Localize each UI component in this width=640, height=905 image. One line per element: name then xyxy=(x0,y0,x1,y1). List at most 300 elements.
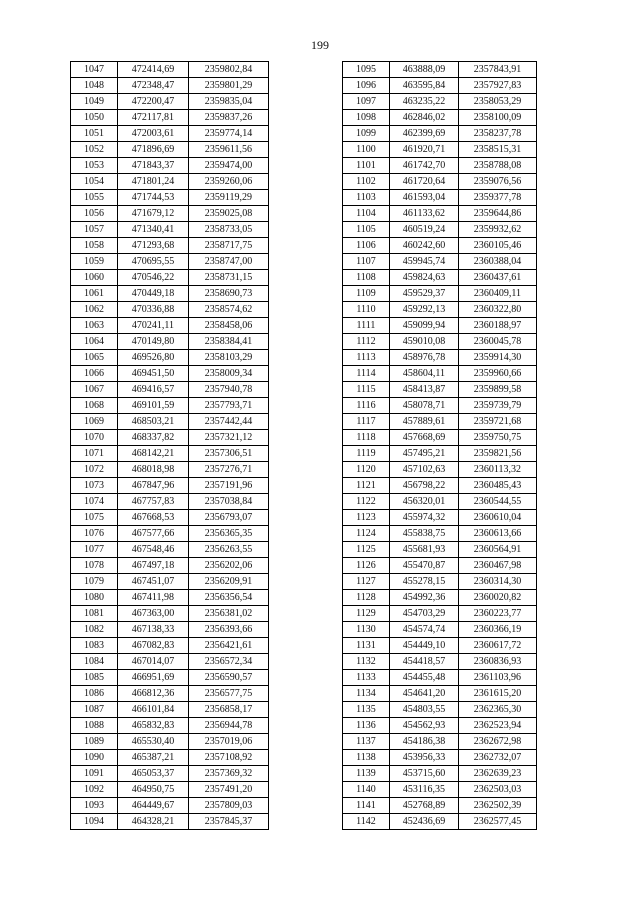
point-number-cell: 1131 xyxy=(343,638,390,654)
point-number-cell: 1125 xyxy=(343,542,390,558)
point-number-cell: 1114 xyxy=(343,366,390,382)
table-row xyxy=(343,478,537,494)
table-row xyxy=(71,638,269,654)
table-row xyxy=(343,750,537,766)
x-coordinate-cell: 464328,21 xyxy=(118,814,189,830)
y-coordinate-cell: 2356577,75 xyxy=(189,686,269,702)
table-row xyxy=(71,94,269,110)
point-number-cell: 1061 xyxy=(71,286,118,302)
table-row xyxy=(71,398,269,414)
y-coordinate-cell: 2362523,94 xyxy=(459,718,537,734)
coordinates-table-right-body xyxy=(343,62,537,830)
table-row xyxy=(71,702,269,718)
y-coordinate-cell: 2359611,56 xyxy=(189,142,269,158)
table-row xyxy=(71,766,269,782)
x-coordinate-cell: 469101,59 xyxy=(118,398,189,414)
y-coordinate-cell: 2359750,75 xyxy=(459,430,537,446)
point-number-cell: 1122 xyxy=(343,494,390,510)
point-number-cell: 1069 xyxy=(71,414,118,430)
table-row xyxy=(343,574,537,590)
y-coordinate-cell: 2357845,37 xyxy=(189,814,269,830)
point-number-cell: 1073 xyxy=(71,478,118,494)
point-number-cell: 1071 xyxy=(71,446,118,462)
y-coordinate-cell: 2359774,14 xyxy=(189,126,269,142)
point-number-cell: 1134 xyxy=(343,686,390,702)
table-row xyxy=(343,206,537,222)
point-number-cell: 1133 xyxy=(343,670,390,686)
table-row xyxy=(343,238,537,254)
x-coordinate-cell: 459529,37 xyxy=(390,286,459,302)
y-coordinate-cell: 2357038,84 xyxy=(189,494,269,510)
y-coordinate-cell: 2356209,91 xyxy=(189,574,269,590)
x-coordinate-cell: 465530,40 xyxy=(118,734,189,750)
y-coordinate-cell: 2359835,04 xyxy=(189,94,269,110)
y-coordinate-cell: 2360020,82 xyxy=(459,590,537,606)
point-number-cell: 1126 xyxy=(343,558,390,574)
point-number-cell: 1115 xyxy=(343,382,390,398)
table-row xyxy=(343,462,537,478)
y-coordinate-cell: 2360045,78 xyxy=(459,334,537,350)
point-number-cell: 1103 xyxy=(343,190,390,206)
x-coordinate-cell: 468142,21 xyxy=(118,446,189,462)
table-row xyxy=(71,238,269,254)
point-number-cell: 1062 xyxy=(71,302,118,318)
table-row xyxy=(343,142,537,158)
table-row xyxy=(71,606,269,622)
table-row xyxy=(343,622,537,638)
y-coordinate-cell: 2360188,97 xyxy=(459,318,537,334)
x-coordinate-cell: 461720,64 xyxy=(390,174,459,190)
table-row xyxy=(71,222,269,238)
table-row xyxy=(343,334,537,350)
point-number-cell: 1068 xyxy=(71,398,118,414)
y-coordinate-cell: 2359837,26 xyxy=(189,110,269,126)
point-number-cell: 1104 xyxy=(343,206,390,222)
point-number-cell: 1132 xyxy=(343,654,390,670)
table-row xyxy=(71,734,269,750)
y-coordinate-cell: 2358384,41 xyxy=(189,334,269,350)
point-number-cell: 1118 xyxy=(343,430,390,446)
x-coordinate-cell: 457889,61 xyxy=(390,414,459,430)
y-coordinate-cell: 2360613,66 xyxy=(459,526,537,542)
point-number-cell: 1079 xyxy=(71,574,118,590)
point-number-cell: 1058 xyxy=(71,238,118,254)
x-coordinate-cell: 467411,98 xyxy=(118,590,189,606)
point-number-cell: 1124 xyxy=(343,526,390,542)
x-coordinate-cell: 467668,53 xyxy=(118,510,189,526)
y-coordinate-cell: 2356263,55 xyxy=(189,542,269,558)
y-coordinate-cell: 2356421,61 xyxy=(189,638,269,654)
x-coordinate-cell: 459010,08 xyxy=(390,334,459,350)
x-coordinate-cell: 454562,93 xyxy=(390,718,459,734)
table-row xyxy=(343,94,537,110)
table-row xyxy=(71,798,269,814)
table-row xyxy=(343,558,537,574)
table-row xyxy=(71,446,269,462)
y-coordinate-cell: 2360467,98 xyxy=(459,558,537,574)
x-coordinate-cell: 455278,15 xyxy=(390,574,459,590)
point-number-cell: 1053 xyxy=(71,158,118,174)
x-coordinate-cell: 455470,87 xyxy=(390,558,459,574)
y-coordinate-cell: 2356202,06 xyxy=(189,558,269,574)
table-row xyxy=(71,126,269,142)
x-coordinate-cell: 461920,71 xyxy=(390,142,459,158)
point-number-cell: 1051 xyxy=(71,126,118,142)
table-row xyxy=(71,750,269,766)
table-row xyxy=(71,254,269,270)
point-number-cell: 1106 xyxy=(343,238,390,254)
y-coordinate-cell: 2359377,78 xyxy=(459,190,537,206)
y-coordinate-cell: 2357321,12 xyxy=(189,430,269,446)
table-row xyxy=(71,718,269,734)
x-coordinate-cell: 459945,74 xyxy=(390,254,459,270)
x-coordinate-cell: 472200,47 xyxy=(118,94,189,110)
y-coordinate-cell: 2358515,31 xyxy=(459,142,537,158)
point-number-cell: 1102 xyxy=(343,174,390,190)
point-number-cell: 1136 xyxy=(343,718,390,734)
y-coordinate-cell: 2359260,06 xyxy=(189,174,269,190)
y-coordinate-cell: 2358053,29 xyxy=(459,94,537,110)
point-number-cell: 1050 xyxy=(71,110,118,126)
x-coordinate-cell: 466951,69 xyxy=(118,670,189,686)
point-number-cell: 1064 xyxy=(71,334,118,350)
x-coordinate-cell: 472003,61 xyxy=(118,126,189,142)
y-coordinate-cell: 2358100,09 xyxy=(459,110,537,126)
x-coordinate-cell: 458604,11 xyxy=(390,366,459,382)
point-number-cell: 1097 xyxy=(343,94,390,110)
x-coordinate-cell: 469526,80 xyxy=(118,350,189,366)
x-coordinate-cell: 471801,24 xyxy=(118,174,189,190)
table-row xyxy=(343,782,537,798)
table-row xyxy=(71,590,269,606)
point-number-cell: 1113 xyxy=(343,350,390,366)
table-row xyxy=(343,670,537,686)
x-coordinate-cell: 468018,98 xyxy=(118,462,189,478)
coordinates-table-left xyxy=(70,61,269,830)
table-row xyxy=(71,350,269,366)
table-row xyxy=(71,270,269,286)
table-row xyxy=(71,542,269,558)
x-coordinate-cell: 452436,69 xyxy=(390,814,459,830)
y-coordinate-cell: 2360322,80 xyxy=(459,302,537,318)
point-number-cell: 1052 xyxy=(71,142,118,158)
y-coordinate-cell: 2360437,61 xyxy=(459,270,537,286)
point-number-cell: 1066 xyxy=(71,366,118,382)
table-row xyxy=(343,190,537,206)
y-coordinate-cell: 2359802,84 xyxy=(189,62,269,78)
table-row xyxy=(343,286,537,302)
x-coordinate-cell: 467082,83 xyxy=(118,638,189,654)
table-row xyxy=(71,174,269,190)
point-number-cell: 1108 xyxy=(343,270,390,286)
x-coordinate-cell: 471843,37 xyxy=(118,158,189,174)
table-row xyxy=(343,270,537,286)
x-coordinate-cell: 465053,37 xyxy=(118,766,189,782)
y-coordinate-cell: 2359076,56 xyxy=(459,174,537,190)
x-coordinate-cell: 466101,84 xyxy=(118,702,189,718)
point-number-cell: 1095 xyxy=(343,62,390,78)
x-coordinate-cell: 470695,55 xyxy=(118,254,189,270)
table-row xyxy=(343,494,537,510)
y-coordinate-cell: 2358731,15 xyxy=(189,270,269,286)
table-row xyxy=(343,686,537,702)
point-number-cell: 1112 xyxy=(343,334,390,350)
point-number-cell: 1090 xyxy=(71,750,118,766)
y-coordinate-cell: 2356572,34 xyxy=(189,654,269,670)
table-row xyxy=(343,590,537,606)
point-number-cell: 1120 xyxy=(343,462,390,478)
point-number-cell: 1142 xyxy=(343,814,390,830)
point-number-cell: 1140 xyxy=(343,782,390,798)
table-row xyxy=(343,254,537,270)
point-number-cell: 1065 xyxy=(71,350,118,366)
y-coordinate-cell: 2358458,06 xyxy=(189,318,269,334)
x-coordinate-cell: 453116,35 xyxy=(390,782,459,798)
x-coordinate-cell: 467138,33 xyxy=(118,622,189,638)
point-number-cell: 1091 xyxy=(71,766,118,782)
x-coordinate-cell: 462399,69 xyxy=(390,126,459,142)
table-row xyxy=(71,782,269,798)
y-coordinate-cell: 2358574,62 xyxy=(189,302,269,318)
point-number-cell: 1117 xyxy=(343,414,390,430)
point-number-cell: 1139 xyxy=(343,766,390,782)
point-number-cell: 1121 xyxy=(343,478,390,494)
x-coordinate-cell: 454803,55 xyxy=(390,702,459,718)
y-coordinate-cell: 2359821,56 xyxy=(459,446,537,462)
table-row xyxy=(71,366,269,382)
x-coordinate-cell: 470241,11 xyxy=(118,318,189,334)
table-row xyxy=(71,686,269,702)
point-number-cell: 1074 xyxy=(71,494,118,510)
point-number-cell: 1060 xyxy=(71,270,118,286)
x-coordinate-cell: 454641,20 xyxy=(390,686,459,702)
table-row xyxy=(71,670,269,686)
x-coordinate-cell: 455838,75 xyxy=(390,526,459,542)
x-coordinate-cell: 454186,38 xyxy=(390,734,459,750)
y-coordinate-cell: 2360485,43 xyxy=(459,478,537,494)
x-coordinate-cell: 456320,01 xyxy=(390,494,459,510)
y-coordinate-cell: 2358788,08 xyxy=(459,158,537,174)
point-number-cell: 1057 xyxy=(71,222,118,238)
x-coordinate-cell: 470149,80 xyxy=(118,334,189,350)
x-coordinate-cell: 454455,48 xyxy=(390,670,459,686)
x-coordinate-cell: 453956,33 xyxy=(390,750,459,766)
table-row xyxy=(343,350,537,366)
point-number-cell: 1059 xyxy=(71,254,118,270)
y-coordinate-cell: 2360836,93 xyxy=(459,654,537,670)
point-number-cell: 1093 xyxy=(71,798,118,814)
y-coordinate-cell: 2357108,92 xyxy=(189,750,269,766)
table-row xyxy=(343,606,537,622)
y-coordinate-cell: 2359914,30 xyxy=(459,350,537,366)
x-coordinate-cell: 466812,36 xyxy=(118,686,189,702)
point-number-cell: 1049 xyxy=(71,94,118,110)
x-coordinate-cell: 457102,63 xyxy=(390,462,459,478)
x-coordinate-cell: 464950,75 xyxy=(118,782,189,798)
x-coordinate-cell: 455681,93 xyxy=(390,542,459,558)
y-coordinate-cell: 2362365,30 xyxy=(459,702,537,718)
y-coordinate-cell: 2360105,46 xyxy=(459,238,537,254)
y-coordinate-cell: 2360388,04 xyxy=(459,254,537,270)
y-coordinate-cell: 2360564,91 xyxy=(459,542,537,558)
y-coordinate-cell: 2357442,44 xyxy=(189,414,269,430)
point-number-cell: 1082 xyxy=(71,622,118,638)
point-number-cell: 1127 xyxy=(343,574,390,590)
table-row xyxy=(343,318,537,334)
y-coordinate-cell: 2360409,11 xyxy=(459,286,537,302)
x-coordinate-cell: 469451,50 xyxy=(118,366,189,382)
x-coordinate-cell: 467497,18 xyxy=(118,558,189,574)
table-row xyxy=(71,382,269,398)
y-coordinate-cell: 2360113,32 xyxy=(459,462,537,478)
x-coordinate-cell: 472414,69 xyxy=(118,62,189,78)
table-row xyxy=(343,222,537,238)
table-row xyxy=(343,638,537,654)
y-coordinate-cell: 2356793,07 xyxy=(189,510,269,526)
x-coordinate-cell: 453715,60 xyxy=(390,766,459,782)
y-coordinate-cell: 2357843,91 xyxy=(459,62,537,78)
coordinates-table-right xyxy=(342,61,537,830)
x-coordinate-cell: 459824,63 xyxy=(390,270,459,286)
x-coordinate-cell: 468337,82 xyxy=(118,430,189,446)
point-number-cell: 1111 xyxy=(343,318,390,334)
table-row xyxy=(71,206,269,222)
table-row xyxy=(343,398,537,414)
x-coordinate-cell: 465387,21 xyxy=(118,750,189,766)
point-number-cell: 1141 xyxy=(343,798,390,814)
point-number-cell: 1099 xyxy=(343,126,390,142)
table-row xyxy=(343,78,537,94)
y-coordinate-cell: 2359899,58 xyxy=(459,382,537,398)
point-number-cell: 1107 xyxy=(343,254,390,270)
x-coordinate-cell: 467548,46 xyxy=(118,542,189,558)
table-row xyxy=(71,622,269,638)
point-number-cell: 1081 xyxy=(71,606,118,622)
y-coordinate-cell: 2362732,07 xyxy=(459,750,537,766)
x-coordinate-cell: 458413,87 xyxy=(390,382,459,398)
point-number-cell: 1076 xyxy=(71,526,118,542)
table-row xyxy=(71,462,269,478)
x-coordinate-cell: 467847,96 xyxy=(118,478,189,494)
point-number-cell: 1077 xyxy=(71,542,118,558)
y-coordinate-cell: 2356944,78 xyxy=(189,718,269,734)
x-coordinate-cell: 472348,47 xyxy=(118,78,189,94)
x-coordinate-cell: 467363,00 xyxy=(118,606,189,622)
y-coordinate-cell: 2356356,54 xyxy=(189,590,269,606)
y-coordinate-cell: 2361103,96 xyxy=(459,670,537,686)
table-row xyxy=(71,510,269,526)
table-row xyxy=(343,302,537,318)
y-coordinate-cell: 2356365,35 xyxy=(189,526,269,542)
y-coordinate-cell: 2357276,71 xyxy=(189,462,269,478)
table-row xyxy=(71,494,269,510)
point-number-cell: 1101 xyxy=(343,158,390,174)
point-number-cell: 1063 xyxy=(71,318,118,334)
table-row xyxy=(71,302,269,318)
y-coordinate-cell: 2359739,79 xyxy=(459,398,537,414)
point-number-cell: 1084 xyxy=(71,654,118,670)
point-number-cell: 1048 xyxy=(71,78,118,94)
point-number-cell: 1128 xyxy=(343,590,390,606)
y-coordinate-cell: 2356858,17 xyxy=(189,702,269,718)
table-row xyxy=(343,718,537,734)
point-number-cell: 1087 xyxy=(71,702,118,718)
point-number-cell: 1072 xyxy=(71,462,118,478)
y-coordinate-cell: 2358237,78 xyxy=(459,126,537,142)
page-number: 199 xyxy=(311,38,329,52)
table-row xyxy=(343,702,537,718)
table-row xyxy=(71,334,269,350)
table-row xyxy=(343,62,537,78)
y-coordinate-cell: 2358733,05 xyxy=(189,222,269,238)
point-number-cell: 1092 xyxy=(71,782,118,798)
x-coordinate-cell: 467014,07 xyxy=(118,654,189,670)
x-coordinate-cell: 459099,94 xyxy=(390,318,459,334)
table-row xyxy=(71,286,269,302)
table-row xyxy=(71,414,269,430)
y-coordinate-cell: 2357927,83 xyxy=(459,78,537,94)
table-row xyxy=(343,510,537,526)
y-coordinate-cell: 2359025,08 xyxy=(189,206,269,222)
table-row xyxy=(71,430,269,446)
x-coordinate-cell: 470336,88 xyxy=(118,302,189,318)
point-number-cell: 1135 xyxy=(343,702,390,718)
x-coordinate-cell: 461133,62 xyxy=(390,206,459,222)
point-number-cell: 1105 xyxy=(343,222,390,238)
y-coordinate-cell: 2357369,32 xyxy=(189,766,269,782)
point-number-cell: 1078 xyxy=(71,558,118,574)
y-coordinate-cell: 2359474,00 xyxy=(189,158,269,174)
point-number-cell: 1088 xyxy=(71,718,118,734)
table-row xyxy=(71,78,269,94)
y-coordinate-cell: 2357191,96 xyxy=(189,478,269,494)
y-coordinate-cell: 2358747,00 xyxy=(189,254,269,270)
table-row xyxy=(71,654,269,670)
x-coordinate-cell: 457668,69 xyxy=(390,430,459,446)
y-coordinate-cell: 2362577,45 xyxy=(459,814,537,830)
point-number-cell: 1067 xyxy=(71,382,118,398)
y-coordinate-cell: 2362672,98 xyxy=(459,734,537,750)
y-coordinate-cell: 2358009,34 xyxy=(189,366,269,382)
x-coordinate-cell: 460242,60 xyxy=(390,238,459,254)
point-number-cell: 1094 xyxy=(71,814,118,830)
y-coordinate-cell: 2357491,20 xyxy=(189,782,269,798)
table-row xyxy=(71,62,269,78)
x-coordinate-cell: 459292,13 xyxy=(390,302,459,318)
point-number-cell: 1086 xyxy=(71,686,118,702)
table-row xyxy=(343,110,537,126)
point-number-cell: 1089 xyxy=(71,734,118,750)
table-row xyxy=(343,366,537,382)
table-row xyxy=(343,766,537,782)
point-number-cell: 1075 xyxy=(71,510,118,526)
x-coordinate-cell: 461593,04 xyxy=(390,190,459,206)
point-number-cell: 1110 xyxy=(343,302,390,318)
x-coordinate-cell: 471293,68 xyxy=(118,238,189,254)
x-coordinate-cell: 468503,21 xyxy=(118,414,189,430)
y-coordinate-cell: 2360366,19 xyxy=(459,622,537,638)
table-row xyxy=(343,526,537,542)
y-coordinate-cell: 2360610,04 xyxy=(459,510,537,526)
y-coordinate-cell: 2359932,62 xyxy=(459,222,537,238)
y-coordinate-cell: 2360314,30 xyxy=(459,574,537,590)
x-coordinate-cell: 465832,83 xyxy=(118,718,189,734)
x-coordinate-cell: 467577,66 xyxy=(118,526,189,542)
y-coordinate-cell: 2359721,68 xyxy=(459,414,537,430)
point-number-cell: 1054 xyxy=(71,174,118,190)
table-row xyxy=(343,430,537,446)
x-coordinate-cell: 471340,41 xyxy=(118,222,189,238)
